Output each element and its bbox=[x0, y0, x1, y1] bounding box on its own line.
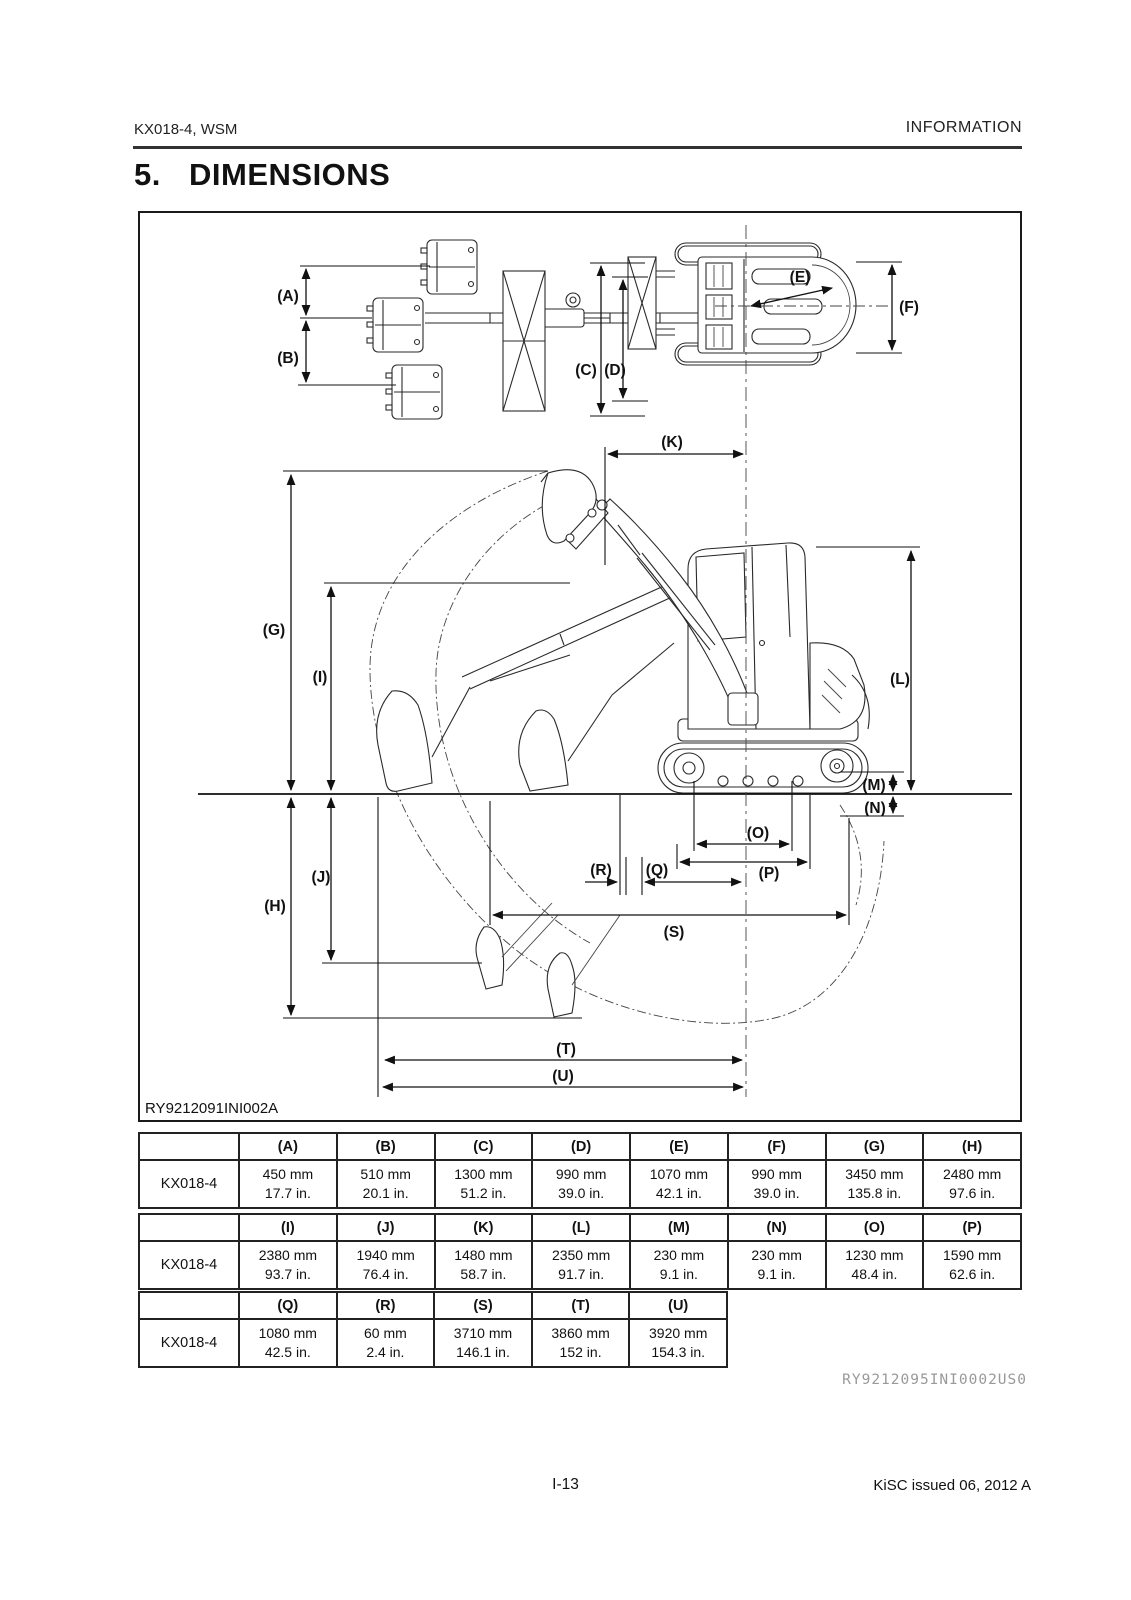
row-label-header bbox=[139, 1292, 239, 1319]
column-header: (J) bbox=[337, 1214, 435, 1241]
dim-label-k: (K) bbox=[661, 434, 683, 451]
column-header: (R) bbox=[337, 1292, 435, 1319]
dim-label-p: (P) bbox=[758, 865, 780, 882]
column-header: (P) bbox=[923, 1214, 1021, 1241]
blade-frame-plan bbox=[503, 271, 545, 411]
column-header: (C) bbox=[435, 1133, 533, 1160]
dimension-value-cell: 60 mm 2.4 in. bbox=[337, 1319, 435, 1367]
dim-label-t: (T) bbox=[556, 1041, 576, 1058]
dim-label-d: (D) bbox=[604, 362, 626, 379]
dim-label-f: (F) bbox=[899, 299, 919, 316]
dimension-value-cell: 450 mm 17.7 in. bbox=[239, 1160, 337, 1208]
header-model: KX018-4, WSM bbox=[134, 121, 238, 138]
figure-code: RY9212091INI002A bbox=[145, 1100, 284, 1117]
column-header: (E) bbox=[630, 1133, 728, 1160]
dimension-value-cell: 990 mm 39.0 in. bbox=[728, 1160, 826, 1208]
dimension-value-cell: 2380 mm 93.7 in. bbox=[239, 1241, 337, 1289]
column-header: (F) bbox=[728, 1133, 826, 1160]
column-header: (I) bbox=[239, 1214, 337, 1241]
dimension-value-cell: 230 mm 9.1 in. bbox=[630, 1241, 728, 1289]
model-cell: KX018-4 bbox=[139, 1160, 239, 1208]
dimension-value-cell: 2480 mm 97.6 in. bbox=[923, 1160, 1021, 1208]
dimension-value-cell: 1070 mm 42.1 in. bbox=[630, 1160, 728, 1208]
row-label-header bbox=[139, 1214, 239, 1241]
working-range-arc-inner bbox=[436, 485, 592, 943]
column-header: (T) bbox=[532, 1292, 630, 1319]
dimension-value-cell: 1300 mm 51.2 in. bbox=[435, 1160, 533, 1208]
dimension-value-cell: 1080 mm 42.5 in. bbox=[239, 1319, 337, 1367]
document-code: RY9212095INI0002US0 bbox=[842, 1372, 1027, 1388]
dozer-blade-plan bbox=[628, 257, 675, 349]
dim-label-b: (B) bbox=[277, 350, 299, 367]
dimension-value-cell: 510 mm 20.1 in. bbox=[337, 1160, 435, 1208]
dim-label-m: (M) bbox=[862, 777, 886, 794]
column-header: (D) bbox=[532, 1133, 630, 1160]
dimension-value-cell: 1940 mm 76.4 in. bbox=[337, 1241, 435, 1289]
dim-label-h: (H) bbox=[264, 898, 286, 915]
dim-label-n: (N) bbox=[864, 800, 886, 817]
column-header: (L) bbox=[532, 1214, 630, 1241]
dimension-value-cell: 3920 mm 154.3 in. bbox=[629, 1319, 727, 1367]
page-title bbox=[134, 157, 390, 193]
bucket-top-position bbox=[421, 240, 477, 294]
issue-note: KiSC issued 06, 2012 A bbox=[873, 1477, 1031, 1494]
body-plan bbox=[698, 257, 856, 353]
dimension-value-cell: 1230 mm 48.4 in. bbox=[826, 1241, 924, 1289]
working-range-arc-rear bbox=[840, 805, 861, 905]
dim-label-c: (C) bbox=[575, 362, 597, 379]
column-header: (G) bbox=[826, 1133, 924, 1160]
column-header: (N) bbox=[728, 1214, 826, 1241]
column-header: (K) bbox=[435, 1214, 533, 1241]
dimension-value-cell: 990 mm 39.0 in. bbox=[532, 1160, 630, 1208]
column-header: (B) bbox=[337, 1133, 435, 1160]
header-section: INFORMATION bbox=[905, 119, 1022, 136]
column-header: (S) bbox=[434, 1292, 532, 1319]
model-cell: KX018-4 bbox=[139, 1241, 239, 1289]
bucket-below-ground-1 bbox=[476, 903, 558, 989]
dimension-figure bbox=[138, 211, 1022, 1122]
bucket-mid-position bbox=[367, 298, 423, 352]
dimension-table-q-u bbox=[138, 1291, 728, 1368]
bucket-bottom-position bbox=[386, 365, 442, 419]
dimension-value-cell: 1480 mm 58.7 in. bbox=[435, 1241, 533, 1289]
dimension-value-cell: 2350 mm 91.7 in. bbox=[532, 1241, 630, 1289]
dimension-value-cell: 230 mm 9.1 in. bbox=[728, 1241, 826, 1289]
row-label-header bbox=[139, 1133, 239, 1160]
column-header: (A) bbox=[239, 1133, 337, 1160]
column-header: (O) bbox=[826, 1214, 924, 1241]
model-cell: KX018-4 bbox=[139, 1319, 239, 1367]
dimension-value-cell: 3860 mm 152 in. bbox=[532, 1319, 630, 1367]
arm-lowered bbox=[377, 585, 674, 791]
dimension-value-cell: 3710 mm 146.1 in. bbox=[434, 1319, 532, 1367]
dim-label-r: (R) bbox=[590, 862, 612, 879]
dim-label-u: (U) bbox=[552, 1068, 574, 1085]
dimension-table-i-p bbox=[138, 1213, 1022, 1290]
tracks-side bbox=[658, 743, 868, 793]
dim-label-l: (L) bbox=[890, 671, 910, 688]
excavator-dimension-drawing bbox=[140, 213, 1020, 1120]
dim-label-q: (Q) bbox=[645, 862, 669, 879]
dim-label-j: (J) bbox=[311, 869, 331, 886]
header-rule bbox=[133, 146, 1022, 149]
column-header: (U) bbox=[629, 1292, 727, 1319]
dim-label-a: (A) bbox=[277, 288, 299, 305]
section-number: 5. bbox=[134, 157, 161, 192]
dim-label-e: (E) bbox=[789, 269, 811, 286]
section-title: DIMENSIONS bbox=[189, 157, 391, 192]
engine-hood-side bbox=[810, 643, 865, 729]
top-view bbox=[367, 240, 888, 419]
dim-label-g: (G) bbox=[262, 622, 286, 639]
boom-plan bbox=[425, 293, 738, 335]
dim-label-s: (S) bbox=[663, 924, 685, 941]
column-header: (H) bbox=[923, 1133, 1021, 1160]
dimension-value-cell: 1590 mm 62.6 in. bbox=[923, 1241, 1021, 1289]
page-number: I-13 bbox=[552, 1476, 579, 1493]
dimension-table-a-h bbox=[138, 1132, 1022, 1209]
column-header: (Q) bbox=[239, 1292, 337, 1319]
dim-label-i: (I) bbox=[312, 669, 328, 686]
column-header: (M) bbox=[630, 1214, 728, 1241]
dimension-value-cell: 3450 mm 135.8 in. bbox=[826, 1160, 924, 1208]
dim-label-o: (O) bbox=[746, 825, 770, 842]
